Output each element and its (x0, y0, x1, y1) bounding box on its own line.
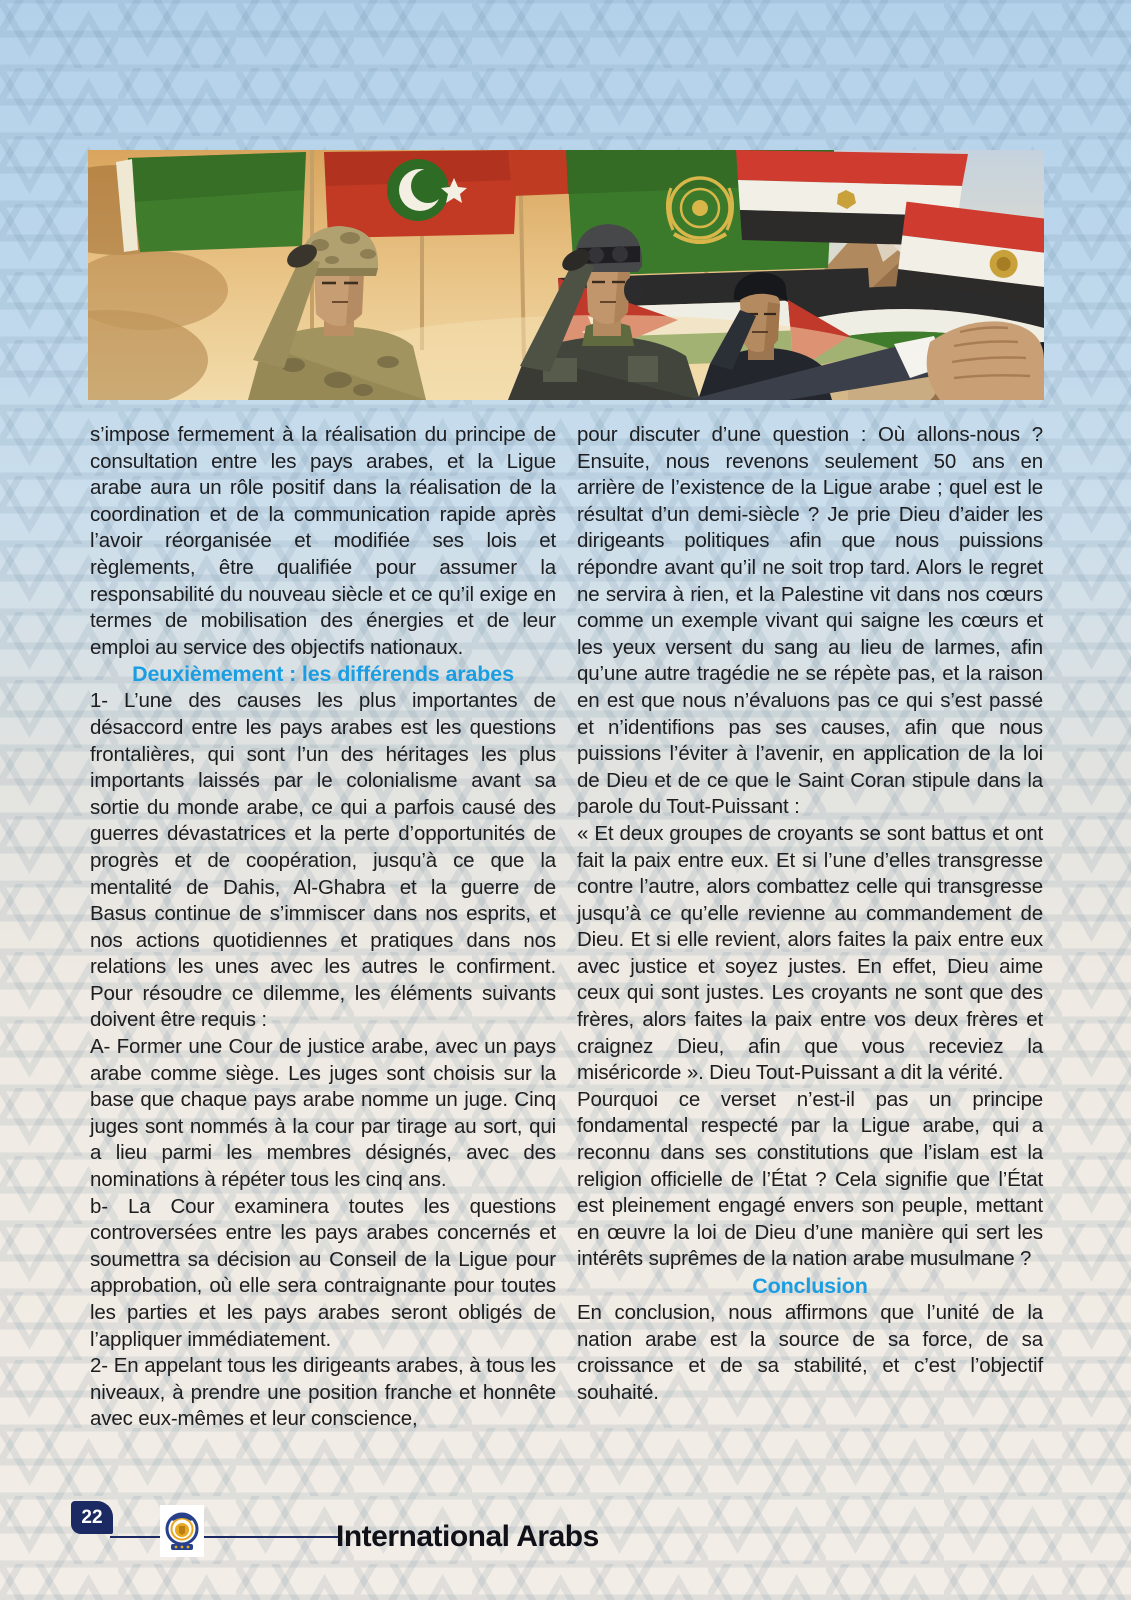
paragraph: 2- En appelant tous les dirigeants arabes, à tous les niveaux, à prendre une position franche et honnête avec eux-mêmes et leur conscience, (90, 1354, 556, 1431)
paragraph: En conclusion, nous affirmons que l’unité de la nation arabe est la source de sa force, de sa croissance et de sa stabilité, et c’est l’objectif souhaité. (577, 1301, 1043, 1404)
page-number-badge (71, 1501, 113, 1534)
section-heading-differends: Deuxièmement : les différends arabes (132, 662, 514, 687)
paragraph: A- Former une Cour de justice arabe, avec un pays arabe comme siège. Les juges sont choisis sur la base que chaque pays arabe nomme un juge. Cinq juges sont nommés à la cour par tirage au sort, qui a lieu parmi les membres désignés, avec des nominations à répéter tous les cinq ans. (90, 1035, 556, 1192)
left-column (90, 422, 556, 1433)
flag-green (116, 152, 306, 252)
footer-rule (110, 1536, 338, 1538)
right-column (577, 422, 1043, 1406)
magazine-title: International Arabs (336, 1520, 599, 1553)
paragraph: 1- L’une des causes les plus importantes de désaccord entre les pays arabes est les questions frontalières, qui sont l’un des héritages les plus importants laissés par le colonialisme avant sa sortie du monde arabe, ce qui a parfois causé des guerres dévastatrices et la perte d’opportunités de progrès et de coopération, jusqu’à ce que la mentalité de Dahis, Al-Ghabra et la guerre de Basus continue de s’immiscer dans nos esprits, et nos actions quotidiennes et pratiques dans nos relations les unes avec les autres le confirment. Pour résoudre ce dilemme, les éléments suivants doivent être requis : (90, 689, 556, 1032)
hero-image (88, 150, 1044, 400)
section-heading-conclusion: Conclusion (752, 1274, 868, 1298)
paragraph: s’impose fermement à la réalisation du principe de consultation entre les pays arabes, et la Ligue arabe aura un rôle positif dans la réalisation de la coordination et de la communication rapide après l’avoir réorganisée et modifiée ses lois et règlements, être qualifiée pour assumer la responsabilité du nouveau siècle et ce qu’il exige en termes de mobilisation des énergies et de leur emploi au service des objectifs nationaux. (90, 423, 556, 659)
page-number: 22 (81, 1506, 103, 1528)
quran-quote: « Et deux groupes de croyants se sont battus et ont fait la paix entre eux. Et si l’une d’elles transgresse contre l’autre, alors combattez celle qui transgresse jusqu’à ce qu’elle revienne au commandement de Dieu. Et si elle revient, alors faites la paix entre eux avec justice et soyez justes. En effet, Dieu aime ceux qui sont justes. Les croyants ne sont que des frères, alors faites la paix entre vos deux frères et craignez Dieu, afin que vous receviez la miséricorde ». Dieu Tout-Puissant a dit la vérité. (577, 821, 1043, 1085)
paragraph: Pourquoi ce verset n’est-il pas un principe fondamental respecté par la Ligue arabe, qui a reconnu dans ses constitutions que l’islam est la religion officielle de l’État ? Cela signifie que l’État est pleinement engagé envers son peuple, mettant en œuvre la loi de Dieu d’une manière qui sert les intérêts suprêmes de la nation arabe musulmane ? (577, 1087, 1043, 1271)
paragraph: pour discuter d’une question : Où allons-nous ? Ensuite, nous revenons seulement 50 ans en arrière de l’existence de la Ligue arabe ; quel est le résultat d’un demi-siècle ? Je prie Dieu d’aider les dirigeants politiques afin que nous puissions répondre avant qu’il ne soit trop tard. Alors le regret ne servira à rien, et la Palestine vit dans nos cœurs comme un exemple vivant qui saigne les cœurs et les yeux versent du sang au lieu de larmes, afin qu’une autre tragédie ne se répète pas, et la raison en est que nous n’évaluons pas ce qui s’est passé et n’identifions pas ses causes, afin que nous puissions l’éviter à l’avenir, en application de la loi de Dieu et de ce que le Saint Coran stipule dans la parole du Tout-Puissant : (577, 423, 1043, 819)
flag-red-crescent (324, 150, 518, 238)
paragraph: b- La Cour examinera toutes les questions controversées entre les pays arabes concernés et soumettra sa décision au Conseil de la Ligue pour approbation, où elle sera contraignante pour toutes les parties et les pays arabes seront obligés de l’appliquer immédiatement. (90, 1194, 556, 1351)
magazine-logo-icon (160, 1505, 204, 1557)
